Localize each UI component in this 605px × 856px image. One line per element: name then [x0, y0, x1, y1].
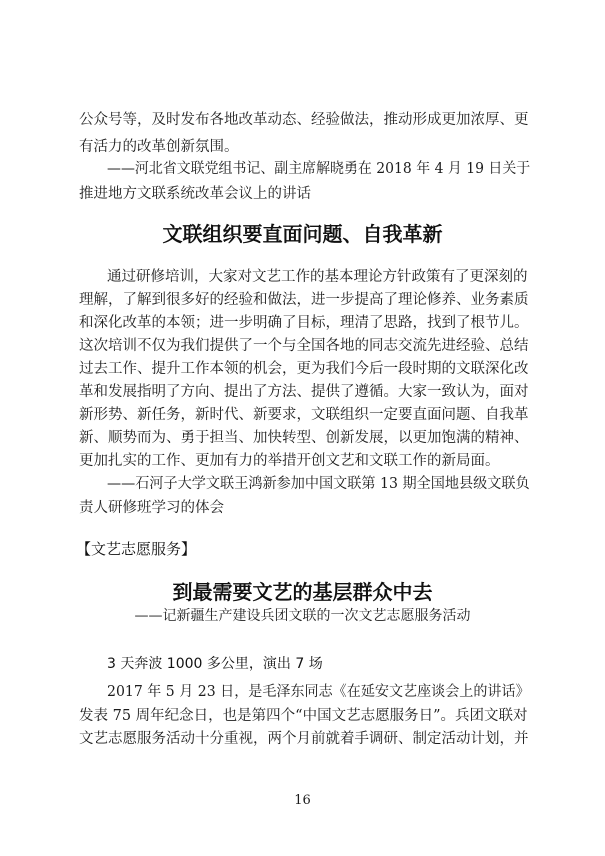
page-number: 16: [294, 793, 311, 808]
body-text-line: 过去工作、提升工作本领的机会，更为我们今后一段时期的文联深化改: [79, 361, 529, 377]
body-text-line: 通过研修培训，大家对文艺工作的基本理论方针政策有了更深刻的: [107, 269, 528, 285]
section-title: 文联组织要直面问题、自我革新: [162, 222, 443, 246]
body-text-line: 这次培训不仅为我们提供了一个与全国各地的同志交流先进经验、总结: [79, 338, 529, 354]
article-subheading: 3 天奔波 1000 多公里，演出 7 场: [107, 656, 323, 672]
body-text-line: 理解，了解到很多好的经验和做法，进一步提高了理论修养、业务素质: [79, 292, 529, 308]
attribution-line: ——石河子大学文联王鸿新参加中国文联第 13 期全国地县级文联负: [107, 476, 530, 492]
body-text-line: 新、顺势而为、勇于担当、加快转型、创新发展，以更加饱满的精神、: [79, 430, 529, 446]
body-text-line: 公众号等，及时发布各地改革动态、经验做法，推动形成更加浓厚、更: [79, 112, 529, 128]
body-text-line: 新形势、新任务，新时代、新要求，文联组织一定要直面问题、自我革: [79, 407, 529, 423]
body-text-line: 革和发展指明了方向、提出了方法、提供了遵循。大家一致认为，面对: [79, 384, 529, 400]
body-text-line: 和深化改革的本领；进一步明确了目标，理清了思路，找到了根节儿。: [79, 315, 529, 331]
category-label: 【文艺志愿服务】: [76, 540, 197, 558]
body-text-line: 2017 年 5 月 23 日，是毛泽东同志《在延安文艺座谈会上的讲话》: [107, 684, 530, 700]
body-text-line: 更加扎实的工作、更加有力的举措开创文艺和文联工作的新局面。: [79, 453, 500, 469]
attribution-line: 推进地方文联系统改革会议上的讲话: [79, 186, 311, 202]
body-text-line: 发表 75 周年纪念日，也是第四个“中国文艺志愿服务日”。兵团文联对: [79, 708, 528, 724]
article-title: 到最需要文艺的基层群众中去: [172, 580, 433, 604]
attribution-line: ——河北省文联党组书记、副主席解晓勇在 2018 年 4 月 19 日关于: [107, 161, 531, 177]
body-text-line: 文艺志愿服务活动十分重视，两个月前就着手调研、制定活动计划，并: [79, 731, 529, 747]
body-text-line: 有活力的改革创新氛围。: [79, 139, 239, 155]
attribution-line: 责人研修班学习的体会: [79, 500, 224, 516]
article-subtitle: ——记新疆生产建设兵团文联的一次文艺志愿服务活动: [134, 608, 471, 624]
